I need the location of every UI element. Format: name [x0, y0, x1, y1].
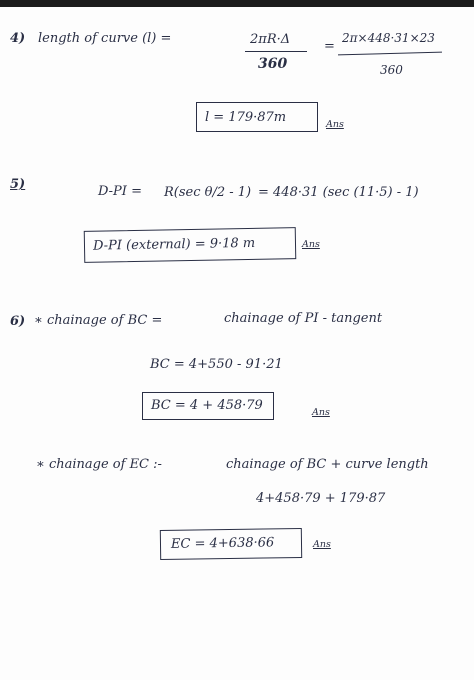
- section-4-frac2-num: 2π×448·31×23: [342, 31, 435, 45]
- section-5-ans: Ans: [302, 239, 320, 250]
- section-4-number: 4): [10, 31, 26, 46]
- section-6-line2: BC = 4+550 - 91·21: [150, 357, 283, 372]
- section-4-result-box: [196, 102, 318, 132]
- section-4-frac1-den: 360: [258, 56, 288, 72]
- section-6-bc-result-box: [142, 392, 274, 420]
- section-6-bc-result: BC = 4 + 458·79: [151, 398, 263, 413]
- section-5-rhs: = 448·31 (sec (11·5) - 1): [258, 185, 419, 200]
- section-5-number: 5): [10, 177, 26, 192]
- section-5-formula: R(sec θ/2 - 1): [164, 185, 252, 200]
- section-6-line4: 4+458·79 + 179·87: [256, 491, 386, 506]
- section-5-result: D-PI (external) = 9·18 m: [92, 235, 256, 254]
- section-4-result: l = 179·87m: [205, 110, 287, 125]
- section-6-line3-rhs: chainage of BC + curve length: [226, 457, 429, 472]
- section-4-frac1-bar: [245, 51, 307, 52]
- section-6-ec-result-box: [160, 528, 302, 560]
- section-6-line1-rhs: chainage of PI - tangent: [224, 311, 383, 326]
- section-4-frac2-bar: [338, 52, 442, 56]
- section-6-ec-ans: Ans: [313, 539, 331, 550]
- section-6-line3-label: ∗ chainage of EC :-: [36, 457, 162, 472]
- section-5-result-box: [84, 227, 297, 263]
- section-4-frac1-num: 2πR·Δ: [250, 32, 291, 47]
- section-6-ec-result: EC = 4+638·66: [170, 535, 275, 552]
- section-4-lhs: length of curve (l) =: [38, 31, 172, 46]
- sheet-top-edge: [0, 0, 474, 7]
- section-4-frac2-den: 360: [380, 63, 403, 77]
- section-4-ans: Ans: [326, 119, 344, 130]
- section-6-bc-ans: Ans: [312, 407, 330, 418]
- section-6-line1-label: ∗ chainage of BC =: [34, 313, 163, 328]
- section-4-eq: =: [324, 39, 335, 54]
- section-6-number: 6): [10, 314, 26, 329]
- section-5-lhs: D-PI =: [98, 184, 142, 199]
